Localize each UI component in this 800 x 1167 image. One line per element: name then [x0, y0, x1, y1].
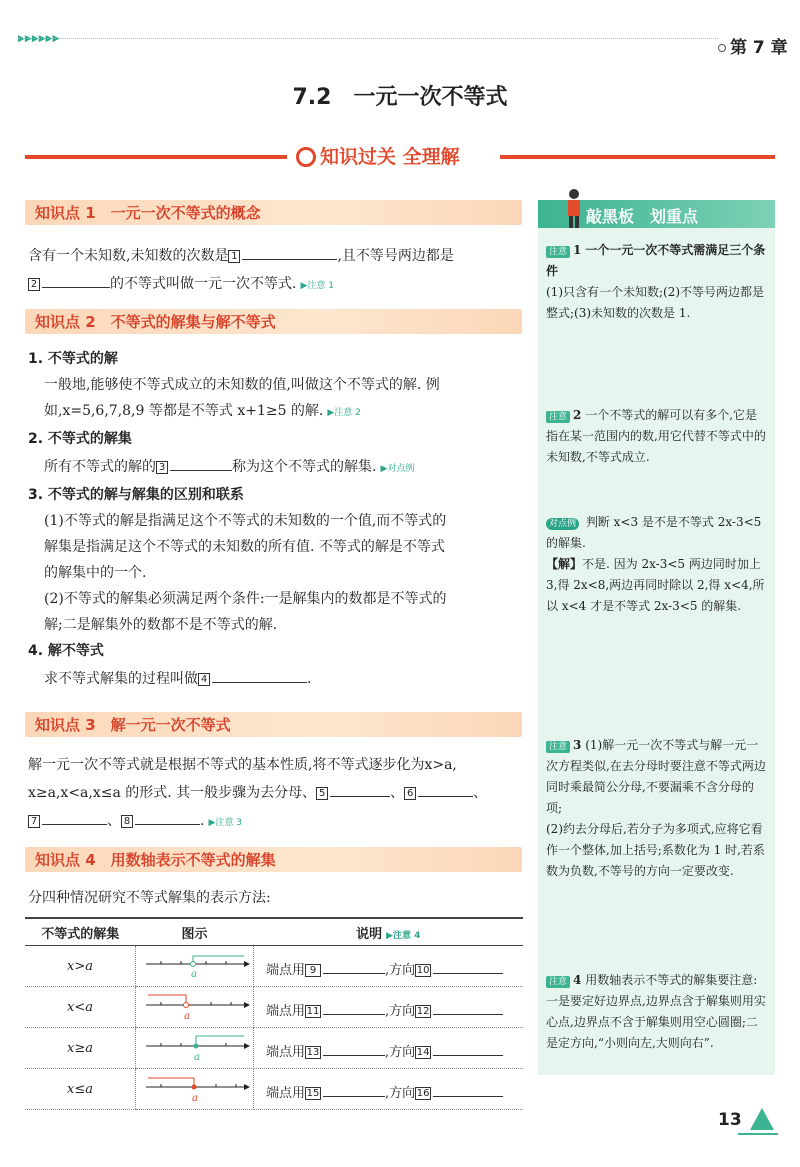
blank-2[interactable]: [42, 269, 110, 288]
explain-cell: [254, 1069, 524, 1110]
blank-number: 13: [306, 1046, 320, 1058]
direction-text: ,方向: [385, 1044, 416, 1060]
kp4-intro: 分四种情况研究不等式解集的表示方法:: [28, 890, 271, 906]
kp2-p4: 求不等式解集的过程叫做: [44, 671, 198, 687]
blank-number: 8: [121, 815, 133, 828]
figure-cell: [136, 1069, 254, 1110]
blank-8[interactable]: [135, 806, 200, 825]
blank-1[interactable]: [242, 241, 337, 260]
kp4-header: [25, 847, 522, 872]
endpoint-text: 端点用: [266, 1085, 306, 1101]
side-note-1: [546, 240, 768, 324]
direction-text: ,方向: [385, 962, 416, 978]
side-note-2: [546, 405, 768, 468]
blank-4[interactable]: [212, 664, 307, 683]
note-tag: 注意: [546, 246, 570, 258]
blank-number: 14: [416, 1046, 430, 1058]
figure-cell: [136, 1028, 254, 1069]
table-row: [25, 946, 523, 987]
kp1-text-3: 的不等式叫做一元一次不等式.: [110, 276, 297, 292]
chapter-label: [718, 33, 788, 58]
table-header-row: [25, 918, 523, 946]
page-number: 13: [718, 1110, 742, 1130]
kp1-text-2: ,且不等号两边都是: [337, 248, 454, 264]
number-line-gt: [136, 946, 253, 982]
inequality-cell: x<a: [25, 987, 136, 1028]
kp1-header: [25, 200, 522, 225]
note-tag: 注意: [546, 741, 570, 753]
note-link[interactable]: ▶对点例: [380, 464, 415, 474]
table-row: [25, 1069, 523, 1110]
note-link[interactable]: ▶注意 3: [208, 818, 242, 828]
sidebar-title: 敲黑板 划重点: [586, 207, 699, 226]
axis-label: a: [194, 1052, 200, 1063]
figure-cell: [136, 946, 254, 987]
sidebar-panel: [538, 200, 775, 1075]
kp1-label: 知识点 1 一元一次不等式的概念: [35, 204, 261, 222]
kp3-p2: x≥a,x<a,x≤a 的形式. 其一般步骤为去分母、: [28, 785, 317, 801]
blank-number: 12: [416, 1005, 430, 1017]
number-line-le: [136, 1069, 253, 1105]
side-example: [546, 512, 768, 617]
banner-text: 知识过关 全理解: [320, 146, 460, 168]
note-link[interactable]: ▶注意 2: [327, 408, 361, 418]
note-tag: 注意: [546, 976, 570, 988]
kp2-heading-3: 3. 不等式的解与解集的区别和联系: [28, 487, 244, 503]
number-line-ge: [136, 1028, 253, 1064]
endpoint-text: 端点用: [266, 1003, 306, 1019]
blank-number: 11: [306, 1005, 320, 1017]
logo-icon: [750, 1108, 774, 1130]
blank-14[interactable]: [433, 1037, 503, 1056]
side-note-3: [546, 735, 768, 882]
note-link[interactable]: ▶注意 1: [300, 281, 334, 291]
chapter-text: 第 7 章: [730, 38, 788, 58]
kp2-p2b: 称为这个不等式的解集.: [232, 459, 377, 475]
example-question: 判断 x<3 是不是不等式 2x-3<5 的解集.: [546, 515, 762, 550]
inequality-cell: x>a: [25, 946, 136, 987]
blank-number: 4: [198, 673, 210, 686]
table-row: [25, 1028, 523, 1069]
swirl-icon: [296, 147, 316, 167]
blank-5[interactable]: [330, 778, 390, 797]
blank-12[interactable]: [433, 996, 503, 1015]
blank-number: 15: [306, 1087, 320, 1099]
kp2-p2a: 所有不等式的解的: [44, 459, 156, 475]
col-header-figure: 图示: [136, 918, 254, 946]
page-title: 7.2 一元一次不等式: [292, 85, 508, 110]
note-number: 1: [573, 243, 582, 257]
direction-text: ,方向: [385, 1085, 416, 1101]
kp2-label: 知识点 2 不等式的解集与解不等式: [35, 313, 276, 331]
figure-cell: [136, 987, 254, 1028]
example-tag: 对点例: [546, 518, 579, 530]
kp2-p3d: (2)不等式的解集必须满足两个条件:一是解集内的数都是不等式的: [44, 591, 447, 607]
endpoint-text: 端点用: [266, 962, 306, 978]
kp3-header: [25, 712, 522, 737]
explain-cell: [254, 1028, 524, 1069]
blank-10[interactable]: [433, 955, 503, 974]
note-4-body: 用数轴表示不等式的解集要注意:一是要定好边界点,边界点含于解集则用实心点,边界点不含于解集则用空心圆圈;二是定方向,“小则向左,大则向右”.: [546, 973, 766, 1050]
kp2-body: 1. 不等式的解 一般地,能够使不等式成立的未知数的值,叫做这个不等式的解. 例 如,x=5,6,7,8,9 等都是不等式 x+1≥5 的解. ▶注意 2 2. 不等式的解集 所有不等式的解的 3 称为这个不等式的解集. ▶对点例 3. 不等式的解与解集的区别和联系 (1)不等式的解是指满足这个不等式的未知数的一个值,而不等式的 解集是指满足这个不等式的未知数的所有值. 不等式的解是不等式 的解集中的一个. (2)不等式的解集必须满足两个条件:一是解集内的数都是不等式的 解;二是解集外的数都不是不等式的解. 4. 解不等式 求不等式解集的过程叫做 4 .: [28, 346, 526, 692]
number-line-table: [25, 917, 523, 1110]
kp2-p3a: (1)不等式的解是指满足这个不等式的未知数的一个值,而不等式的: [44, 513, 447, 529]
kp2-heading-1: 1. 不等式的解: [28, 351, 118, 367]
blank-11[interactable]: [323, 996, 385, 1015]
axis-label: a: [191, 969, 197, 980]
kp2-heading-2: 2. 不等式的解集: [28, 431, 132, 447]
kp2-heading-4: 4. 解不等式: [28, 643, 104, 659]
explain-cell: [254, 987, 524, 1028]
col-header-explain: [254, 918, 524, 946]
blank-number: 5: [316, 787, 328, 800]
kp3-label: 知识点 3 解一元一次不等式: [35, 716, 231, 734]
note-link[interactable]: ▶注意 4: [386, 930, 421, 941]
blank-6[interactable]: [418, 778, 473, 797]
kp2-p3c: 的解集中的一个.: [44, 565, 147, 581]
note-3-body-2: (2)约去分母后,若分子为多项式,应将它看作一个整体,加上括号;系数化为 1 时,若系数为负数,不等号的方向一定要改变.: [546, 822, 765, 878]
blank-13[interactable]: [323, 1037, 385, 1056]
col-header-inequality: 不等式的解集: [25, 918, 136, 946]
inequality-cell: x≥a: [25, 1028, 136, 1069]
blank-number: 7: [28, 815, 40, 828]
kp3-p1: 解一元一次不等式就是根据不等式的基本性质,将不等式逐步化为x>a,: [28, 757, 457, 773]
kp1-text: [28, 241, 526, 299]
teacher-icon: [563, 188, 585, 228]
kp2-p3e: 解;二是解集外的数都不是不等式的解.: [44, 617, 278, 633]
kp2-p1b: 如,x=5,6,7,8,9 等都是不等式 x+1≥5 的解.: [44, 403, 324, 419]
blank-number: 10: [416, 964, 430, 976]
side-note-4: [546, 970, 768, 1054]
kp2-header: [25, 309, 522, 334]
note-number: 2: [573, 408, 582, 422]
note-number: 4: [573, 973, 582, 987]
kp2-p3b: 解集是指满足这个不等式的未知数的所有值. 不等式的解是不等式: [44, 539, 445, 555]
axis-label: a: [184, 1011, 190, 1022]
answer-label: 【解】: [546, 557, 583, 571]
blank-number: 3: [156, 461, 168, 474]
direction-text: ,方向: [385, 1003, 416, 1019]
col3-text: 说明: [356, 926, 383, 942]
note-2-body: 一个不等式的解可以有多个,它是指在某一范围内的数,用它代替不等式中的未知数,不等式成立.: [546, 408, 766, 464]
blank-7[interactable]: [42, 806, 107, 825]
axis-label: a: [192, 1093, 198, 1104]
example-answer: 不是. 因为 2x-3<5 两边同时加上 3,得 2x<8,两边再同时除以 2,得 x<4,所以 x<4 才是不等式 2x-3<5 的解集.: [546, 557, 765, 613]
blank-15[interactable]: [323, 1078, 385, 1097]
blank-16[interactable]: [433, 1078, 503, 1097]
page-number-rule: [738, 1133, 778, 1135]
blank-number: 6: [404, 787, 416, 800]
table-row: [25, 987, 523, 1028]
section-banner: [296, 142, 460, 169]
number-line-lt: [136, 987, 253, 1023]
note-3-body-1: (1)解一元一次不等式与解一元一次方程类似,在去分母时要注意不等式两边同时乘最简公分母,不要漏乘不含分母的项;: [546, 738, 766, 815]
kp1-text-1: 含有一个未知数,未知数的次数是: [28, 248, 229, 264]
blank-9[interactable]: [323, 955, 385, 974]
banner-rule-right: [500, 155, 775, 159]
note-1-title: 一个一元一次不等式需满足三个条件: [546, 243, 766, 278]
explain-cell: [254, 946, 524, 987]
note-number: 3: [573, 738, 582, 752]
kp4-label: 知识点 4 用数轴表示不等式的解集: [35, 851, 276, 869]
note-1-body: (1)只含有一个未知数;(2)不等号两边都是整式;(3)未知数的次数是 1.: [546, 285, 765, 320]
blank-number: 1: [228, 250, 240, 263]
header-dotted-rule: [18, 38, 718, 45]
circle-icon: [718, 44, 726, 52]
blank-number: 9: [305, 964, 321, 977]
kp2-p1a: 一般地,能够使不等式成立的未知数的值,叫做这个不等式的解. 例: [44, 377, 440, 393]
blank-3[interactable]: [170, 452, 232, 471]
endpoint-text: 端点用: [266, 1044, 306, 1060]
inequality-cell: x≤a: [25, 1069, 136, 1110]
blank-number: 2: [28, 278, 40, 291]
blank-number: 16: [416, 1087, 430, 1099]
header-arrows: ▶▶▶▶▶▶: [18, 34, 60, 44]
kp3-body: 解一元一次不等式就是根据不等式的基本性质,将不等式逐步化为x>a, x≥a,x<a,x≤a 的形式. 其一般步骤为去分母、 5 、 6 、 7 、 8 . ▶注意 3: [28, 752, 526, 836]
note-tag: 注意: [546, 411, 570, 423]
banner-rule-left: [25, 155, 287, 159]
